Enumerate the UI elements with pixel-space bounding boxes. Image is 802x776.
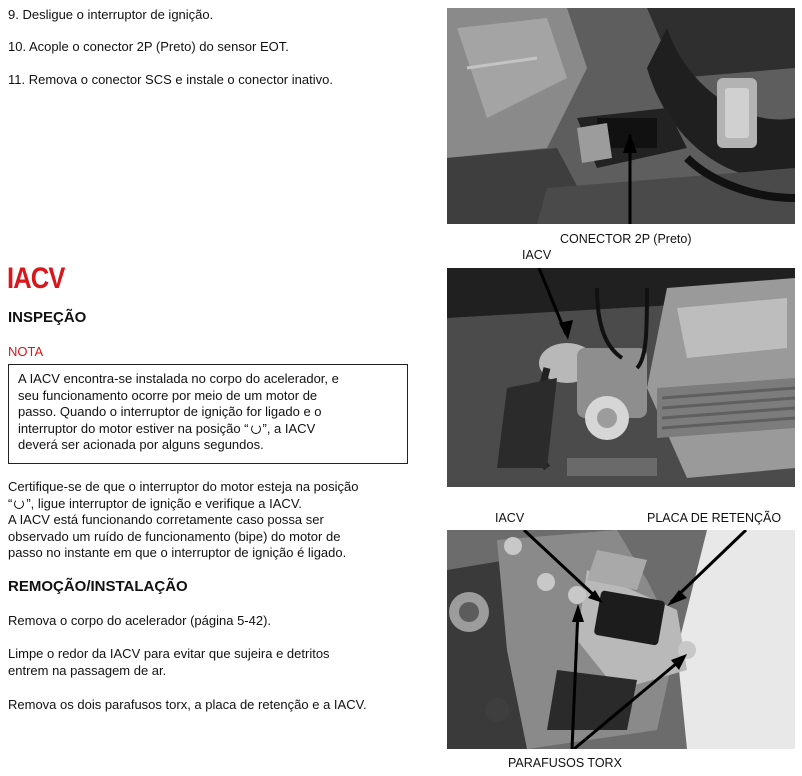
torx-bolts-caption: PARAFUSOS TORX bbox=[508, 756, 622, 770]
iacv-photo-art bbox=[447, 268, 795, 487]
connector-photo-art bbox=[447, 8, 795, 224]
section-title: IACV bbox=[7, 262, 65, 295]
note-label: NOTA bbox=[8, 344, 44, 359]
inspection-heading: INSPEÇÃO bbox=[8, 309, 87, 326]
note-line: A IACV encontra-se instalada no corpo do acelerador, e bbox=[18, 371, 339, 386]
removal-heading: REMOÇÃO/INSTALAÇÃO bbox=[8, 578, 188, 595]
iacv-caption-bottom: IACV bbox=[495, 511, 525, 525]
note-line: interruptor do motor estiver na posição “ ”, a IACV bbox=[18, 420, 316, 436]
removal-paragraph-1: Remova o corpo do acelerador (página 5-42). bbox=[8, 613, 272, 628]
removal-photo bbox=[447, 530, 795, 749]
connector-caption: CONECTOR 2P (Preto) bbox=[560, 232, 692, 246]
iacv-caption-top: IACV bbox=[522, 248, 552, 262]
note-line: deverá ser acionada por alguns segundos. bbox=[18, 437, 264, 452]
check-paragraph: Certifique-se de que o interruptor do motor esteja na posição “ ”, ligue interruptor de ignição e verifique a IACV. A IACV está funcionando corretamente caso possa ser observado um ruído de funcionamento (bipe) do motor de passo no instante em que o interruptor de ignição é ligado. bbox=[8, 479, 359, 560]
note-line: passo. Quando o interruptor de ignição for ligado e o bbox=[18, 404, 322, 419]
note-box bbox=[8, 364, 408, 464]
removal-photo-art bbox=[447, 530, 795, 749]
removal-paragraph-2: Limpe o redor da IACV para evitar que sujeira e detritos entrem na passagem de ar. bbox=[8, 646, 330, 678]
connector-photo bbox=[447, 8, 795, 224]
iacv-photo bbox=[447, 268, 795, 487]
note-line: seu funcionamento ocorre por meio de um motor de bbox=[18, 387, 318, 403]
step-10: 10. Acople o conector 2P (Preto) do sensor EOT. bbox=[8, 39, 289, 54]
engine-switch-run-icon bbox=[14, 499, 24, 509]
engine-switch-run-icon bbox=[251, 424, 261, 434]
step-9: 9. Desligue o interruptor de ignição. bbox=[8, 7, 214, 22]
retaining-plate-caption: PLACA DE RETENÇÃO bbox=[647, 511, 782, 525]
step-11: 11. Remova o conector SCS e instale o conector inativo. bbox=[8, 72, 333, 87]
removal-paragraph-3: Remova os dois parafusos torx, a placa de retenção e a IACV. bbox=[8, 697, 367, 712]
